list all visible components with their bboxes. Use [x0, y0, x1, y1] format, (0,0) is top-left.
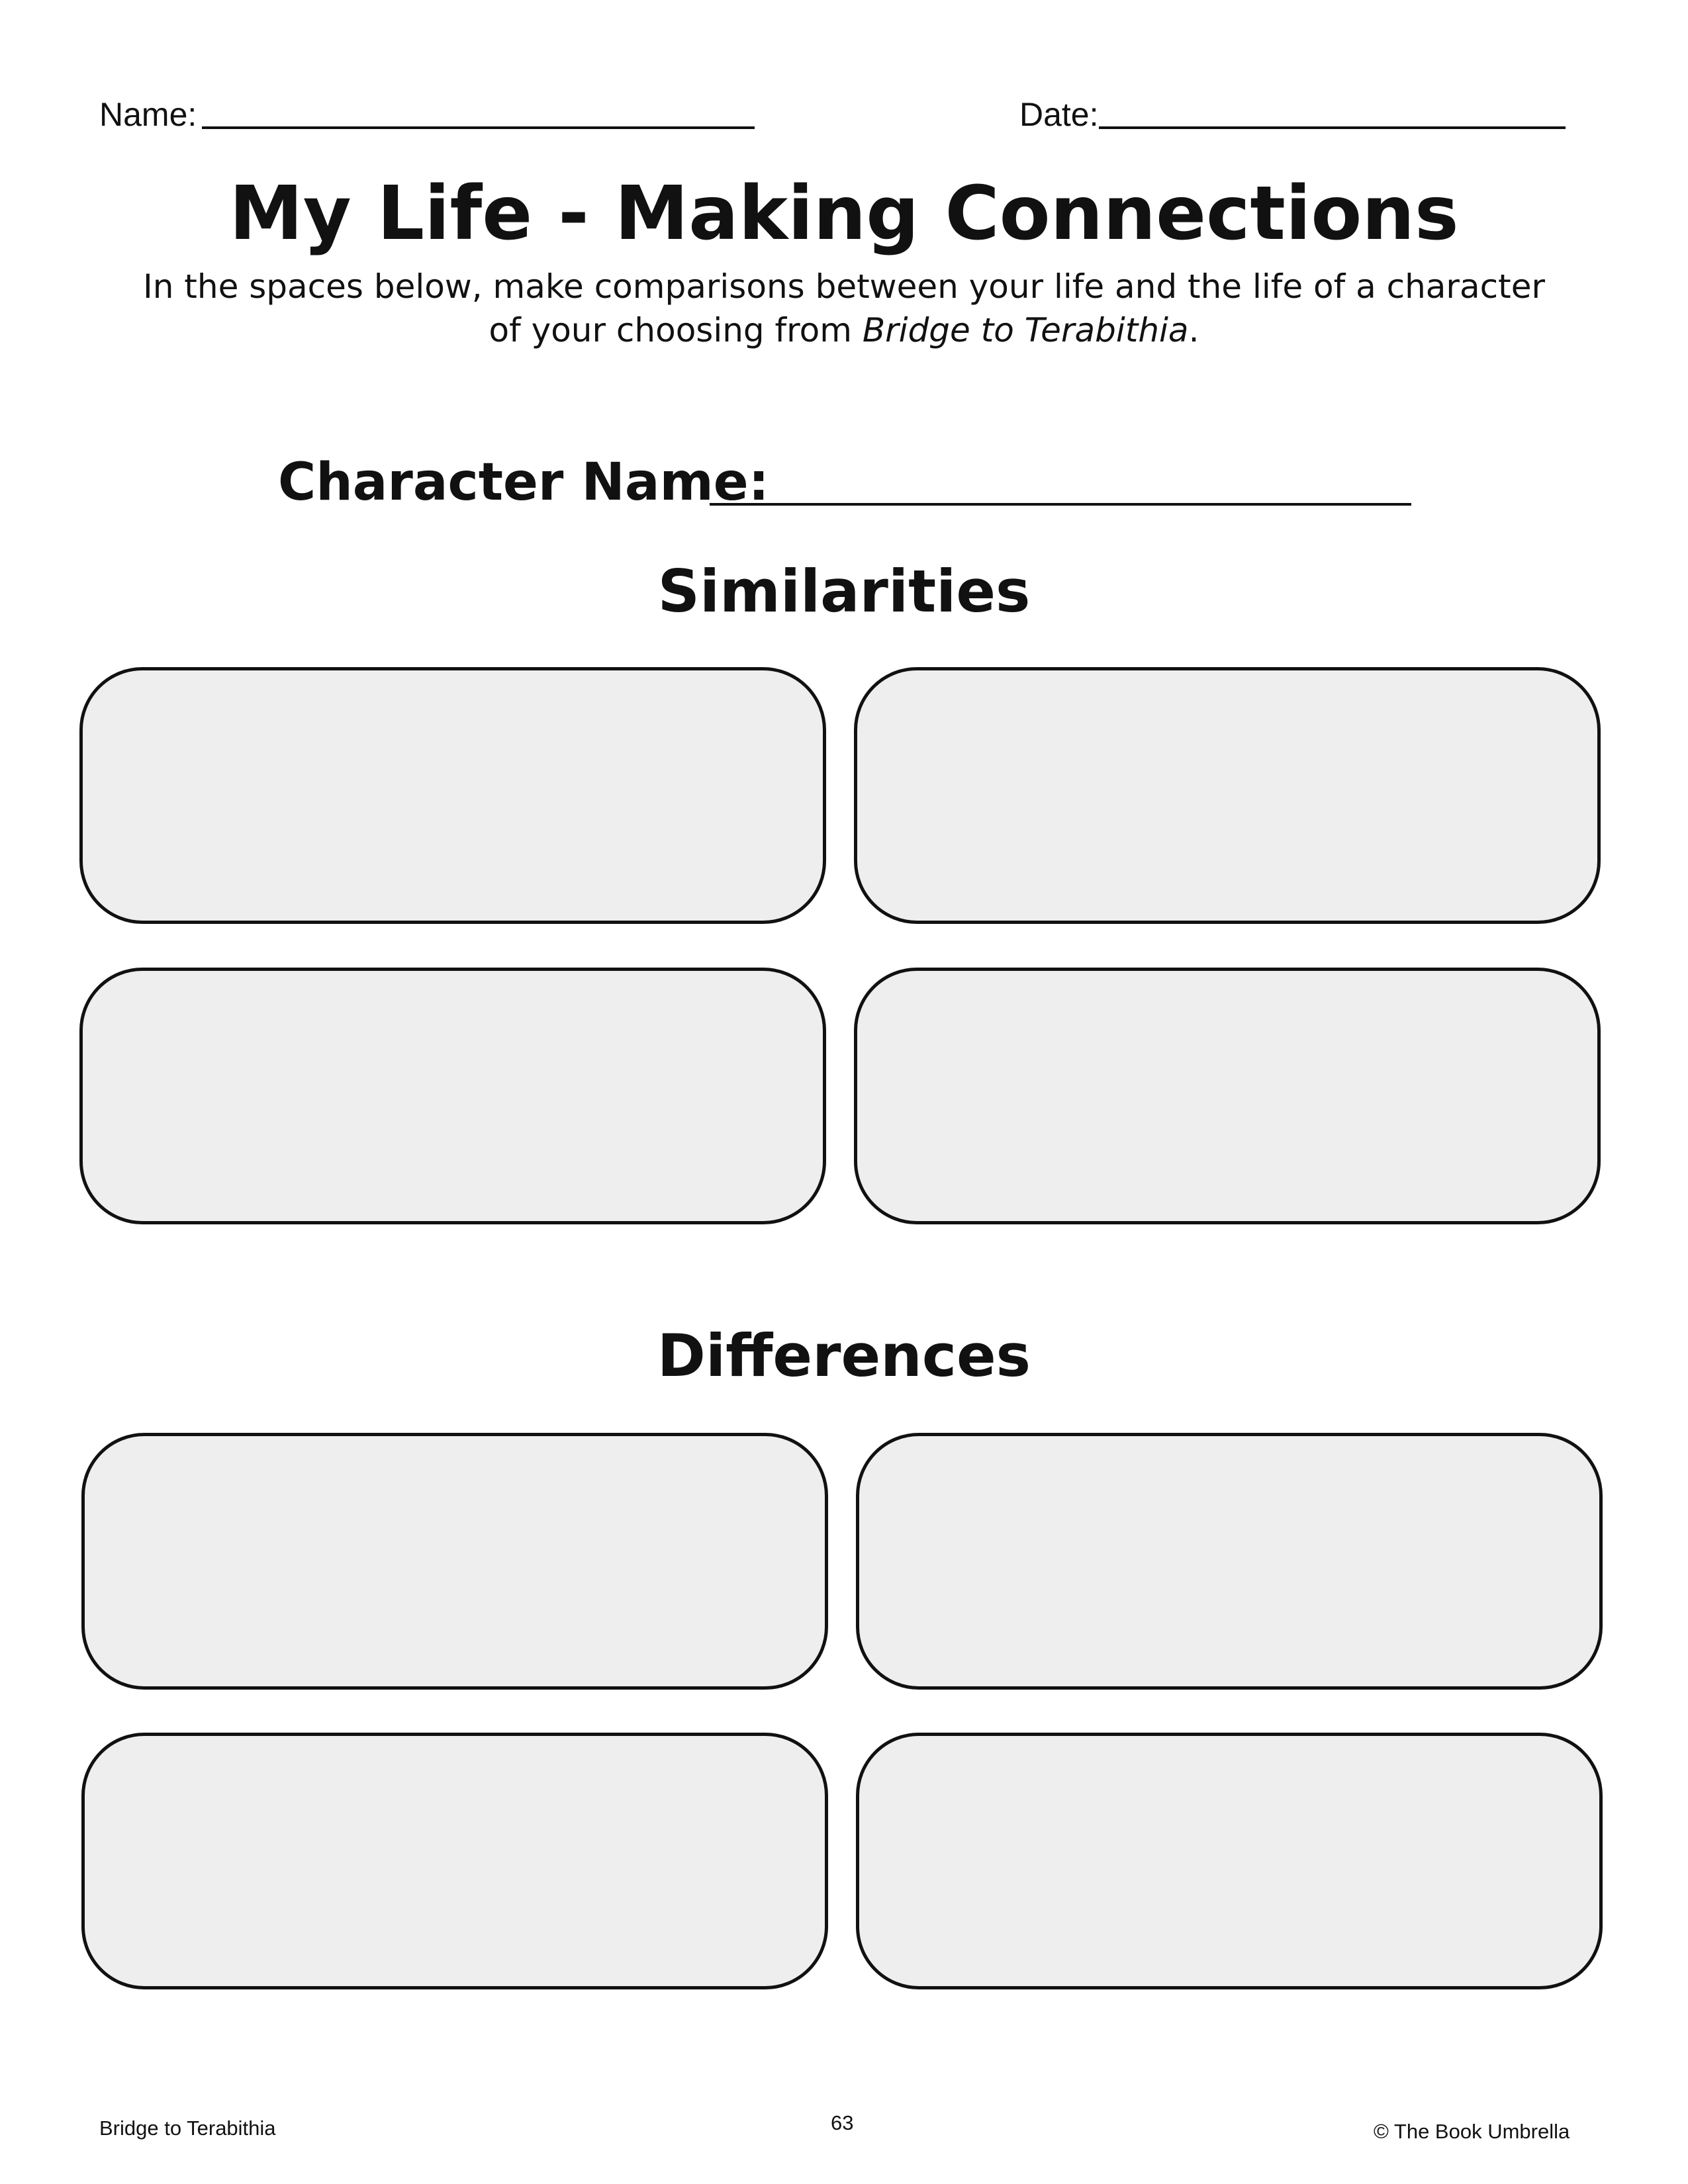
similarity-box-1[interactable] [79, 667, 826, 924]
date-label: Date: [1019, 96, 1099, 133]
book-title: Bridge to Terabithia [862, 311, 1189, 349]
character-name-label: Character Name: [278, 453, 769, 512]
similarity-box-4[interactable] [854, 968, 1601, 1224]
character-name-field[interactable] [710, 503, 1411, 506]
instructions-text: In the spaces below, make comparisons between your life and the life of a character of your choosing from [142, 267, 1546, 349]
instructions [132, 265, 1556, 352]
page-number: 63 [831, 2111, 854, 2134]
difference-box-4[interactable] [856, 1733, 1603, 1989]
difference-box-2[interactable] [856, 1433, 1603, 1690]
similarity-box-2[interactable] [854, 667, 1601, 924]
date-field[interactable] [1099, 126, 1566, 129]
name-label: Name: [99, 96, 197, 133]
difference-box-3[interactable] [81, 1733, 828, 1989]
footer-copyright: © The Book Umbrella [1374, 2120, 1570, 2143]
page-title: My Life - Making Connections [229, 171, 1459, 257]
name-field[interactable] [202, 126, 755, 129]
similarity-box-3[interactable] [79, 968, 826, 1224]
difference-box-1[interactable] [81, 1433, 828, 1690]
differences-heading: Differences [657, 1322, 1031, 1390]
similarities-heading: Similarities [657, 557, 1031, 625]
footer-book-title: Bridge to Terabithia [99, 2116, 276, 2140]
instructions-end: . [1188, 311, 1199, 349]
